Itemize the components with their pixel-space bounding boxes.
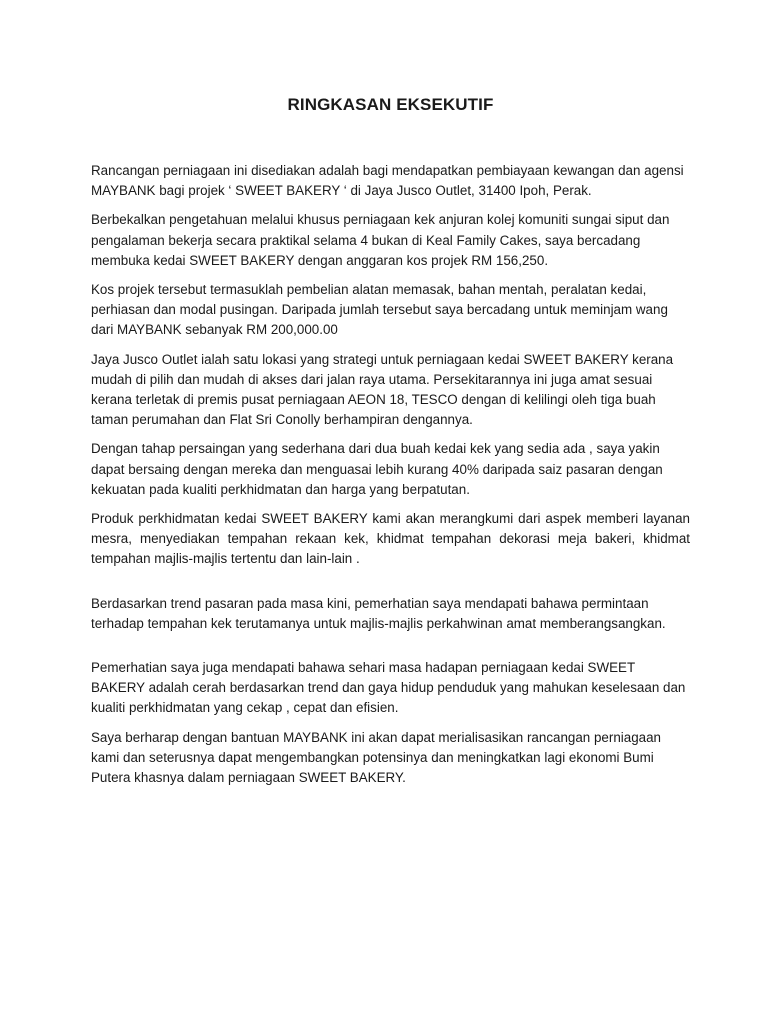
paragraph-services: Produk perkhidmatan kedai SWEET BAKERY kami akan merangkumi dari aspek memberi layanan mesra, menyediakan tempahan rekaan kek, khidmat tempahan dekorasi meja bakeri, khidmat tempahan majlis-majlis tertentu dan lain-lain . — [91, 511, 690, 567]
paragraph-funding-purpose: Rancangan perniagaan ini disediakan adalah bagi mendapatkan pembiayaan kewangan dan agensi MAYBANK bagi projek ‘ SWEET BAKERY ‘ di Jaya Jusco Outlet, 31400 Ipoh, Perak. — [91, 163, 684, 199]
paragraph-competition: Dengan tahap persaingan yang sederhana dari dua buah kedai kek yang sedia ada , saya yakin dapat bersaing dengan mereka dan menguasai lebih kurang 40% daripada saiz pasaran dengan kekuatan pada kualiti perkhidmatan dan harga yang berpatutan. — [91, 441, 663, 497]
paragraph-future-outlook: Pemerhatian saya juga mendapati bahawa sehari masa hadapan perniagaan kedai SWEET BAKERY adalah cerah berdasarkan trend dan gaya hidup penduduk yang mahukan keselesaan dan kualiti perkhidmatan yang cekap , cepat dan efisien. — [91, 660, 686, 716]
document-title: RINGKASAN EKSEKUTIF — [287, 95, 494, 114]
paragraph-project-cost: Kos projek tersebut termasuklah pembelian alatan memasak, bahan mentah, peralatan kedai, perhiasan dan modal pusingan. Daripada jumlah tersebut saya bercadang untuk meminjam wang dari MAYBANK sebanyak RM 200,000.00 — [91, 282, 668, 338]
paragraph-location: Jaya Jusco Outlet ialah satu lokasi yang strategi untuk perniagaan kedai SWEET BAKERY kerana mudah di pilih dan mudah di akses dari jalan raya utama. Persekitarannya ini juga amat sesuai kerana terletak di premis pusat perniagaan AEON 18, TESCO dengan di kelilingi oleh tiga buah taman perumahan dan Flat Sri Conolly berhampiran dengannya. — [91, 351, 674, 428]
paragraph-background: Berbekalkan pengetahuan melalui khusus perniagaan kek anjuran kolej komuniti sungai siput dan pengalaman bekerja secara praktikal selama 4 bukan di Keal Family Cakes, saya bercadang membuka kedai SWEET BAKERY dengan anggaran kos projek RM 156,250. — [91, 212, 670, 268]
paragraph-market-trend: Berdasarkan trend pasaran pada masa kini, pemerhatian saya mendapati bahawa permintaan terhadap tempahan kek terutamanya untuk majlis-majlis perkahwinan amat memberangsangkan. — [91, 595, 666, 631]
paragraph-closing: Saya berharap dengan bantuan MAYBANK ini akan dapat merialisasikan rancangan perniagaan kami dan seterusnya dapat mengembangkan potensinya dan meningkatkan lagi ekonomi Bumi Putera khasnya dalam perniagaan SWEET BAKERY. — [91, 729, 661, 786]
